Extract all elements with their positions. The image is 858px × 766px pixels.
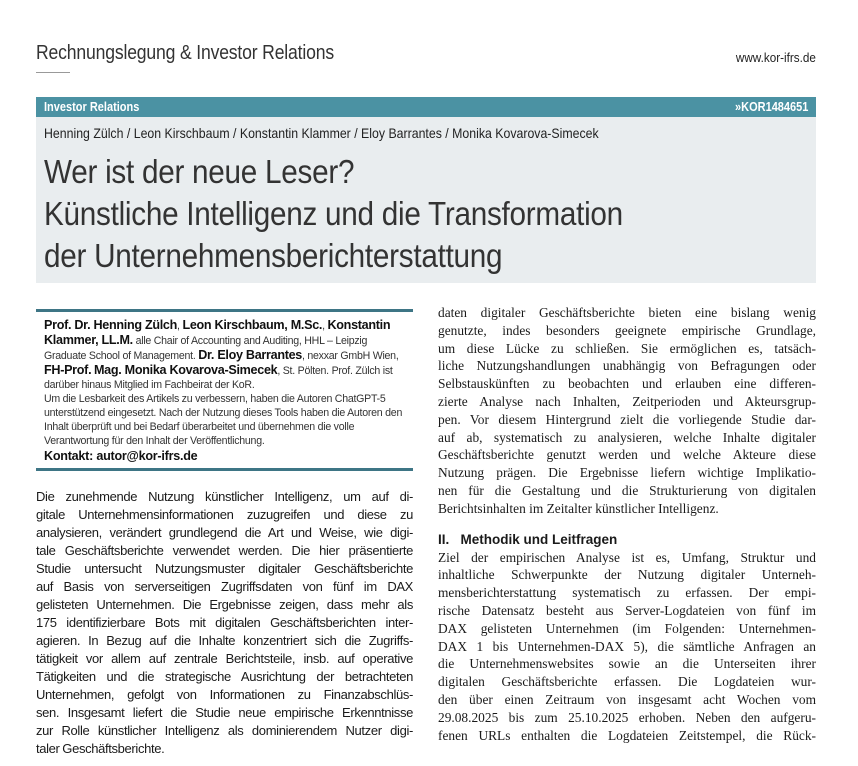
abstract <box>36 488 413 758</box>
text-line: tätigkeit vor allem auf zentrale Berichtsteile, insb. auf operative <box>36 651 413 666</box>
text-line: Berichtsinhalten im Zeitalter künstlicher Intelligenz. <box>438 500 719 516</box>
intro-paragraph <box>438 304 816 518</box>
text-line: 175 identifizierbare Bots mit digitalen Geschäftsberichten inter- <box>36 615 413 630</box>
author-name: Dr. Eloy Barrantes <box>198 348 303 362</box>
text-line: Die zunehmende Nutzung künstlicher Intelligenz, um auf di- <box>36 489 413 504</box>
title-box <box>36 117 816 283</box>
text-line: auf Basis von serverseitigen Zugriffsdaten von fünf im DAX <box>36 579 413 594</box>
text: , <box>322 320 328 332</box>
author-name: Klammer, LL.M. <box>44 333 133 347</box>
text-line: DAX gelisteten Unternehmen (im Folgenden: Unternehmen- <box>438 620 816 636</box>
title-line: Künstliche Intelligenz und die Transformation <box>44 195 623 232</box>
text-line: rische Datensatz besteht aus Server-Logdateien von fünf im <box>438 602 816 618</box>
text-line: gitale Unternehmensinformationen zuzugreifen und diese zu <box>36 507 413 522</box>
text-line: digitalen Geschäftsberichte erfassen. Die Logdateien wur- <box>438 674 816 690</box>
ai-note-line: unterstützend eingesetzt. Nach der Nutzung dieses Tools haben die Autoren <box>44 407 383 419</box>
category-banner <box>36 97 816 117</box>
text-line: pen. Vor diesem Hintergrund zielt die vorliegende Studie dar- <box>438 411 816 427</box>
author-info-box <box>36 309 413 471</box>
ai-note-line: Verantwortung für den Inhalt der Veröffentlichung. <box>44 435 265 447</box>
right-column <box>438 304 816 744</box>
text-line: 29.08.2025 bis zum 25.10.2025 erhoben. Neben den aufgeru- <box>438 709 816 725</box>
ai-note-line: Um die Lesbarkeit des Artikels zu verbessern, haben die Autoren ChatGPT-5 <box>44 393 386 405</box>
title-line: Wer ist der neue Leser? <box>44 153 355 190</box>
category-label: Investor Relations <box>44 100 140 114</box>
text-line: Unternehmen, gefolgt von Informationen zu Finanzabschlüs- <box>36 687 413 702</box>
text-line: agieren. In Bezug auf die Inhalte konzentriert sich die Zugriffs- <box>36 633 413 648</box>
text-line: daten digitaler Geschäftsberichte bieten eine bislang wenig <box>438 305 816 320</box>
bottom-rule <box>36 468 413 471</box>
author-name: Leon Kirschbaum, M.Sc. <box>182 318 323 332</box>
text-line: die Unternehmenswebsites sowie an die Unterseiten ihrer <box>438 656 816 672</box>
text-line: inhaltliche Schwerpunkte der Nutzung digitaler Unterneh- <box>438 567 816 583</box>
text-line: liche Nutzungshandlungen unabhängig von Befragungen oder <box>438 358 816 374</box>
header-rule <box>36 72 70 73</box>
website-link[interactable]: www.kor-ifrs.de <box>736 50 816 65</box>
author-name: Mag. Monika Kovarova-Simecek <box>93 363 278 377</box>
text-line: den über einen Zeitraum von insgesamt acht Wochen vom <box>438 691 816 707</box>
text-line: mensberichterstattung systematisch zu erfassen. Der empi- <box>438 585 816 601</box>
author-name: FH-Prof. <box>44 363 92 377</box>
text-line: Selbstauskünften zu beobachten und erlauben eine differen- <box>438 376 816 392</box>
text-line: analysieren, verändert grundlegend die Art und Weise, wie digi- <box>36 525 413 540</box>
text-line: nen für die Gestaltung und die Strukturierung von digitalen <box>438 482 816 498</box>
text-line: Studie untersucht Nutzungsmuster digitaler Geschäftsberichte <box>36 561 413 576</box>
text-line: Nutzung prägen. Die Ergebnisse liefern wichtige Implikatio- <box>438 465 816 481</box>
text-line: tale Geschäftsberichte verwendet werden. Die hier präsentierte <box>36 543 413 558</box>
title-line: der Unternehmensberichterstattung <box>44 237 503 274</box>
article-title <box>44 151 623 277</box>
affiliation: , St. Pölten. Prof. Zülch ist darüber hinaus <box>44 365 393 391</box>
affiliation: alle Chair of Accounting and Auditing, HHL – Leipzig Graduate <box>44 335 368 362</box>
affiliation: , nexxar GmbH Wien, <box>302 350 399 362</box>
text-line: sen. Insgesamt liefert die Studie neue empirische Erkenntnisse <box>36 705 413 720</box>
contact-email[interactable]: Kontakt: autor@kor-ifrs.de <box>44 449 198 463</box>
text-line: zierte Analyse nach Inhalten, Zeitperioden und Akteursgrup- <box>438 393 816 409</box>
text-line: fenen URLs enthalten die Logdateien Zeitstempel, die Rück- <box>438 727 816 743</box>
text-line: um diese Lücke zu schließen. Sie ermöglichen es, tatsäch- <box>438 340 816 356</box>
ai-note-line: den Inhalt überprüft und bei Bedarf überarbeitet und übernehmen die volle <box>44 407 403 433</box>
journal-section-title: Rechnungslegung & Investor Relations <box>36 42 334 64</box>
text-line: Tätigkeiten und die strategische Ausrichtung der betrachteten <box>36 669 413 684</box>
author-name: Konstantin <box>327 318 391 332</box>
affiliation: Mitglied im Fachbeirat der KoR. <box>113 379 255 391</box>
article-id: »KOR1484651 <box>734 100 808 114</box>
section-paragraph <box>438 549 816 745</box>
text-line: Ziel der empirischen Analyse ist es, Umfang, Struktur und <box>438 549 816 565</box>
text-line: taler Geschäftsberichte. <box>36 741 165 756</box>
author-name: Prof. Dr. Henning Zülch <box>44 318 178 332</box>
text-line: Geschäftsberichte genutzt werden und welche Akteure diese <box>438 447 816 463</box>
text: , <box>177 320 183 332</box>
text-line: genutzte, indes besonders geeignete empirische Grundlage, <box>438 322 816 338</box>
author-line: Henning Zülch / Leon Kirschbaum / Konstantin Klammer / Eloy Barrantes / Monika Kovarova-Simecek <box>44 125 599 141</box>
text-line: zur Rolle künstlicher Intelligenz als dominierendem Nutzer digi- <box>36 723 413 738</box>
affiliation: School of Management. <box>88 350 199 362</box>
text-line: gelisteten Unternehmen. Die Ergebnisse zeigen, dass mehr als <box>36 597 413 612</box>
text-line: auf ab, systematisch zu analysieren, welche Inhalte digitaler <box>438 429 816 445</box>
section-heading: II. Methodik und Leitfragen <box>438 531 618 547</box>
text-line: DAX 1 bis Unternehmen-DAX 5), die sämtliche Anfragen an <box>438 638 816 654</box>
